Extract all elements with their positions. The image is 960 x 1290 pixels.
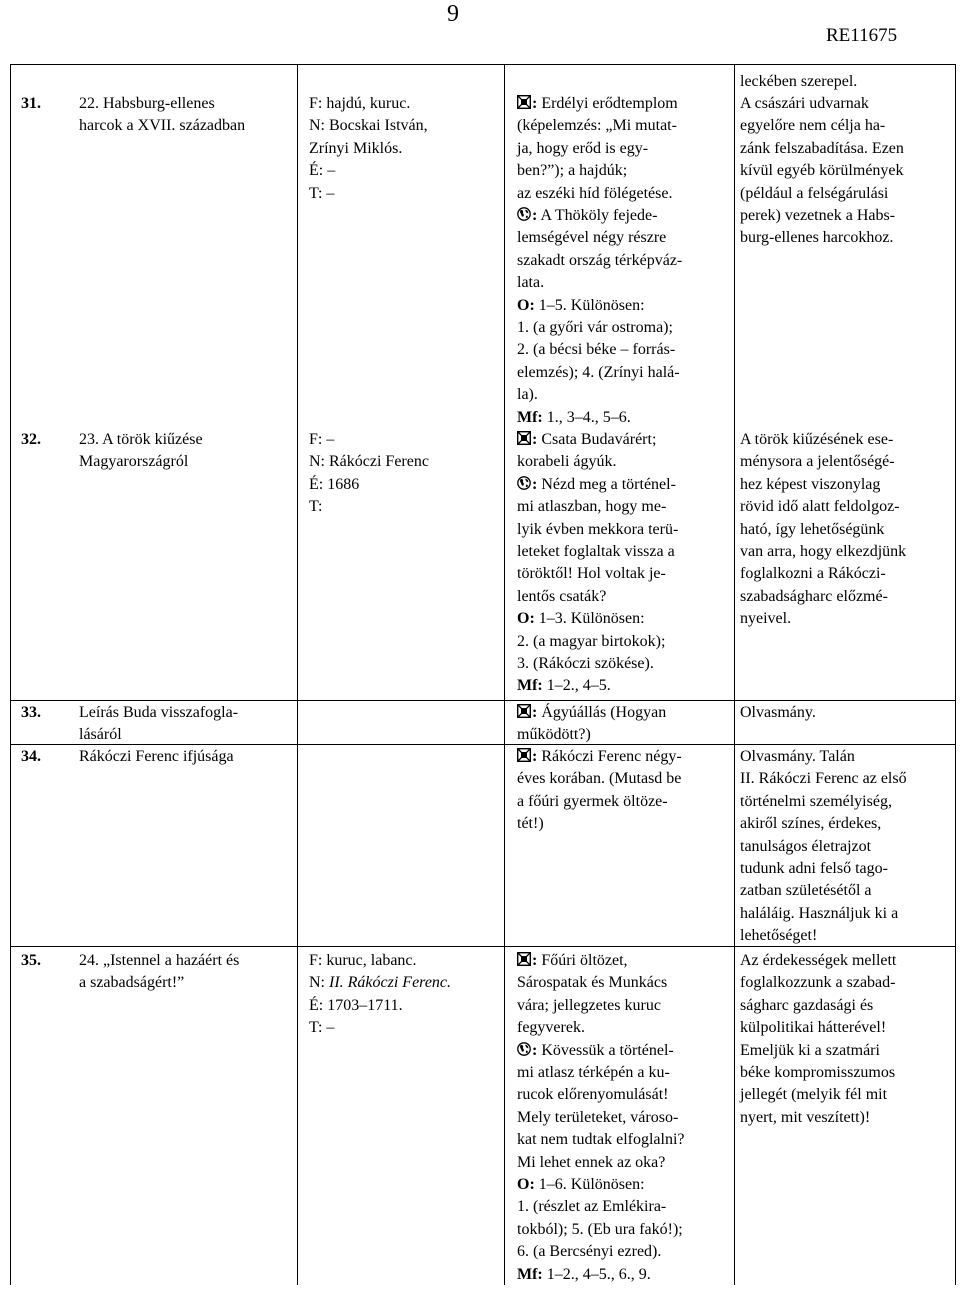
note-line: Olvasmány. Talán: [740, 748, 855, 765]
activity-line: [517, 1264, 685, 1286]
note-line: zánk felszabadítása. Ezen: [740, 139, 904, 157]
row-34-number: 34.: [21, 748, 41, 765]
concept-value: 1703–1711.: [323, 996, 403, 1014]
activity-line: [517, 608, 678, 630]
row-34-notes: [740, 746, 907, 948]
note-line: A császári udvarnak: [740, 95, 869, 112]
column-divider-2: [504, 64, 505, 1285]
activity-text: mi atlasz térképén a ku-: [517, 1064, 670, 1082]
activity-text: éves korában. (Mutasd be: [517, 770, 682, 788]
activity-text: Erdélyi erődtemplom: [537, 95, 678, 112]
note-line: tudunk adni felső tago-: [740, 860, 888, 878]
topic-line: 24. „Istennel a hazáért és: [79, 952, 240, 969]
activity-text: 6. (a Bercsényi ezred).: [517, 1243, 662, 1261]
activity-key: O:: [517, 296, 535, 314]
concept-line: [309, 183, 428, 205]
row-32-notes: [740, 429, 906, 631]
activity-text: elemzés); 4. (Zrínyi halá-: [517, 363, 680, 381]
topic-line: 22. Habsburg-ellenes: [79, 95, 215, 112]
note-line: haláláig. Használjuk ki a: [740, 904, 899, 922]
activity-line: [517, 339, 682, 361]
note-line: ható, így lehetőségünk: [740, 520, 885, 538]
activity-line: [517, 519, 678, 541]
concept-value: Zrínyi Miklós.: [309, 139, 403, 157]
note-line: béke kompromisszumos: [740, 1064, 896, 1082]
activity-line: [517, 295, 682, 317]
activity-key: :: [532, 748, 538, 765]
row-35-notes: [740, 950, 896, 1129]
column5-continuation: leckében szerepel.: [740, 73, 858, 90]
activity-key: :: [532, 704, 538, 721]
row-34-activities: [517, 746, 682, 836]
activity-text: lentős csaták?: [517, 587, 607, 605]
row-35-topic: [79, 950, 239, 995]
note-line: foglalkozni a Rákóczi-: [740, 565, 886, 583]
concept-key: É:: [309, 996, 324, 1014]
activity-key: Mf:: [517, 677, 543, 695]
concept-key: F:: [309, 95, 323, 112]
concept-line: [309, 950, 451, 972]
activity-text: leteket foglaltak vissza a: [517, 543, 675, 561]
activity-line: [517, 93, 682, 115]
concept-value: Rákóczi Ferenc: [325, 453, 429, 471]
row-31-notes: [740, 93, 904, 250]
note-line: II. Rákóczi Ferenc az első: [740, 770, 907, 788]
note-line: zatban születésétől a: [740, 882, 872, 900]
image-icon: [517, 704, 531, 718]
activity-line: [517, 429, 678, 451]
table-left-border: [10, 64, 11, 1285]
note-line: jellegét (melyik fél mit: [740, 1086, 888, 1104]
note-line: történelmi személyiség,: [740, 792, 892, 810]
activity-text: 2. (a magyar birtokok);: [517, 632, 666, 650]
activity-text: 1., 3–4., 5–6.: [542, 408, 631, 426]
concept-value: II. Rákóczi Ferenc.: [325, 974, 452, 992]
concept-key: T:: [309, 498, 323, 516]
activity-key: :: [532, 431, 538, 448]
activity-line: [517, 1152, 685, 1174]
activity-line: [517, 407, 682, 429]
activity-text: 1–5. Különösen:: [534, 296, 645, 314]
table-right-border: [955, 64, 956, 1285]
topic-line: a szabadságért!”: [79, 974, 185, 992]
activity-line: [517, 1174, 685, 1196]
activity-text: vára; jellegzetes kuruc: [517, 996, 661, 1014]
globe-icon: [517, 207, 531, 221]
activity-line: [517, 675, 678, 697]
concept-value: –: [322, 431, 335, 448]
activity-line: [517, 250, 682, 272]
activity-line: [517, 115, 682, 137]
note-line: hez képest viszonylag: [740, 475, 881, 493]
activity-line: [517, 972, 685, 994]
activity-key: O:: [517, 610, 535, 628]
note-line: Olvasmány.: [740, 704, 816, 721]
note-line: szabadságharc előzmé-: [740, 587, 888, 605]
activity-line: [517, 1040, 685, 1062]
activity-text: 1–6. Különösen:: [534, 1176, 645, 1194]
concept-line: [309, 160, 428, 182]
concept-value: Bocskai István,: [325, 117, 428, 135]
activity-line: [517, 995, 685, 1017]
activity-line: [517, 813, 682, 835]
row-31-number: 31.: [21, 95, 41, 112]
activity-text: 1–2., 4–5., 6., 9.: [542, 1265, 651, 1283]
note-line: burg-ellenes harcokhoz.: [740, 229, 894, 247]
activity-key: :: [532, 207, 538, 225]
activity-line: [517, 317, 682, 339]
note-line: Az érdekességek mellett: [740, 952, 897, 969]
concept-value: –: [322, 184, 335, 202]
note-line: perek) vezetnek a Habs-: [740, 207, 896, 225]
activity-text: kat nem tudtak elfoglalni?: [517, 1131, 685, 1149]
note-line: ságharc gazdasági és: [740, 996, 874, 1014]
row-33-top-border: [10, 700, 955, 701]
activity-text: Kövessük a történel-: [537, 1041, 674, 1059]
note-line: külpolitikai hátterével!: [740, 1019, 887, 1037]
concept-value: –: [323, 162, 336, 180]
activity-text: Főúri öltözet,: [537, 952, 628, 969]
concept-line: [309, 474, 429, 496]
document-id: RE11675: [826, 25, 898, 46]
concept-line: [309, 138, 428, 160]
activity-line: [517, 227, 682, 249]
activity-line: [517, 384, 682, 406]
note-line: akiről színes, érdekes,: [740, 815, 882, 833]
activity-text: szakadt ország térképváz-: [517, 251, 683, 269]
row-31-activities: [517, 93, 682, 429]
topic-line: Leírás Buda visszafogla-: [79, 704, 239, 721]
concept-key: N:: [309, 974, 325, 992]
concept-line: [309, 93, 428, 115]
activity-text: 2. (a bécsi béke – forrás-: [517, 341, 676, 359]
row-31-concepts: [309, 93, 428, 205]
row-32-activities: [517, 429, 678, 698]
image-icon: [517, 952, 531, 966]
concept-line: [309, 496, 429, 518]
concept-line: [309, 115, 428, 137]
activity-text: az eszéki híd fölégetése.: [517, 184, 673, 202]
activity-text: Csata Budavárért;: [537, 431, 657, 448]
activity-text: ja, hogy erőd is egy-: [517, 139, 649, 157]
activity-key: :: [532, 1041, 538, 1059]
activity-line: [517, 451, 678, 473]
concept-key: F:: [309, 431, 323, 448]
activity-text: la).: [517, 386, 538, 404]
row-32-number: 32.: [21, 431, 41, 448]
note-line: rövid idő alatt feldolgoz-: [740, 498, 900, 516]
concept-line: [309, 429, 429, 451]
concept-key: N:: [309, 453, 325, 471]
row-33-notes: [740, 702, 816, 724]
activity-text: Sárospatak és Munkács: [517, 974, 668, 992]
activity-key: :: [532, 95, 538, 112]
activity-line: [517, 138, 682, 160]
activity-line: [517, 563, 678, 585]
activity-line: [517, 183, 682, 205]
activity-line: [517, 362, 682, 384]
globe-icon: [517, 1042, 531, 1056]
activity-line: [517, 768, 682, 790]
concept-key: T:: [309, 1019, 323, 1037]
activity-text: a főúri gyermek öltöze-: [517, 792, 668, 810]
note-line: A török kiűzésének ese-: [740, 431, 894, 448]
note-line: egyelőre nem célja ha-: [740, 117, 886, 135]
concept-key: F:: [309, 952, 323, 969]
concept-value: kuruc, labanc.: [322, 952, 417, 969]
activity-line: [517, 160, 682, 182]
activity-text: 1. (a győri vár ostroma);: [517, 319, 673, 337]
concept-key: É:: [309, 162, 324, 180]
activity-line: [517, 586, 678, 608]
activity-line: [517, 205, 682, 227]
note-line: tanulságos életrajzot: [740, 837, 872, 855]
note-line: nyert, mit veszített)!: [740, 1108, 871, 1126]
row-33-topic: [79, 702, 238, 747]
activity-line: [517, 1084, 685, 1106]
activity-text: működött?): [517, 726, 591, 744]
topic-line: 23. A török kiűzése: [79, 431, 203, 448]
activity-text: Ágyúállás (Hogyan: [537, 704, 667, 721]
row-32-concepts: [309, 429, 429, 519]
activity-text: mi atlaszban, hogy me-: [517, 498, 667, 516]
activity-key: Mf:: [517, 1265, 543, 1283]
image-icon: [517, 95, 531, 109]
activity-text: rucok előrenyomulását!: [517, 1086, 669, 1104]
note-line: (például a felségárulási: [740, 184, 889, 202]
column-divider-3: [734, 64, 735, 1285]
activity-text: Rákóczi Ferenc négy-: [537, 748, 682, 765]
activity-text: A Thököly fejede-: [537, 207, 658, 225]
activity-line: [517, 474, 678, 496]
row-34-topic: [79, 746, 234, 768]
note-line: Emeljük ki a szatmári: [740, 1041, 880, 1059]
concept-value: hajdú, kuruc.: [322, 95, 411, 112]
row-33-activities: [517, 702, 666, 747]
activity-line: [517, 702, 666, 724]
activity-text: töröktől! Hol voltak je-: [517, 565, 666, 583]
activity-text: tokból); 5. (Eb ura fakó!);: [517, 1220, 683, 1238]
concept-line: [309, 1017, 451, 1039]
note-line: ménysora a jelentőségé-: [740, 453, 895, 471]
activity-line: [517, 631, 678, 653]
activity-line: [517, 1017, 685, 1039]
activity-text: 3. (Rákóczi szökése).: [517, 655, 654, 673]
activity-key: O:: [517, 1176, 535, 1194]
activity-line: [517, 1129, 685, 1151]
note-line: lehetőséget!: [740, 927, 818, 945]
activity-text: 1–2., 4–5.: [542, 677, 611, 695]
row-35-concepts: [309, 950, 451, 1040]
note-line: foglalkozzunk a szabad-: [740, 974, 896, 992]
concept-key: T:: [309, 184, 323, 202]
activity-text: ben?”); a hajdúk;: [517, 162, 628, 180]
activity-line: [517, 1196, 685, 1218]
concept-line: [309, 995, 451, 1017]
row-32-topic: [79, 429, 203, 474]
activity-line: [517, 272, 682, 294]
concept-key: É:: [309, 475, 324, 493]
activity-text: Mely területeket, városo-: [517, 1108, 679, 1126]
activity-line: [517, 1219, 685, 1241]
page-number: 9: [447, 1, 459, 27]
activity-line: [517, 653, 678, 675]
activity-text: lyik évben mekkora terü-: [517, 520, 679, 538]
activity-text: 1–3. Különösen:: [534, 610, 645, 628]
activity-line: [517, 950, 685, 972]
activity-text: fegyverek.: [517, 1019, 585, 1037]
concept-line: [309, 972, 451, 994]
image-icon: [517, 431, 531, 445]
row-33-number: 33.: [21, 704, 41, 721]
note-line: van arra, hogy elkezdjünk: [740, 543, 907, 561]
image-icon: [517, 748, 531, 762]
concept-value: 1686: [323, 475, 360, 493]
activity-text: 1. (részlet az Emlékira-: [517, 1198, 667, 1216]
concept-value: –: [322, 1019, 335, 1037]
row-35-number: 35.: [21, 952, 41, 969]
row-35-activities: [517, 950, 685, 1286]
note-line: nyeivel.: [740, 610, 792, 628]
activity-key: :: [532, 475, 538, 493]
activity-text: Mi lehet ennek az oka?: [517, 1153, 666, 1171]
globe-icon: [517, 476, 531, 490]
activity-text: korabeli ágyúk.: [517, 453, 617, 471]
activity-line: [517, 1241, 685, 1263]
activity-line: [517, 1107, 685, 1129]
activity-key: :: [532, 952, 538, 969]
topic-line: harcok a XVII. században: [79, 117, 246, 135]
concept-key: N:: [309, 117, 325, 135]
activity-text: lemségével négy részre: [517, 229, 667, 247]
topic-line: Rákóczi Ferenc ifjúsága: [79, 748, 234, 765]
topic-line: lásáról: [79, 726, 122, 744]
topic-line: Magyarországról: [79, 453, 189, 471]
activity-line: [517, 541, 678, 563]
activity-line: [517, 1062, 685, 1084]
column-divider-1: [297, 64, 298, 1285]
activity-key: Mf:: [517, 408, 543, 426]
activity-line: [517, 496, 678, 518]
concept-line: [309, 451, 429, 473]
row-31-topic: [79, 93, 245, 138]
row-35-top-border: [10, 946, 955, 947]
activity-text: (képelemzés: „Mi mutat-: [517, 117, 677, 135]
activity-text: lata.: [517, 274, 545, 292]
activity-text: tét!): [517, 815, 544, 833]
activity-line: [517, 746, 682, 768]
table-top-border: [10, 64, 955, 65]
activity-line: [517, 791, 682, 813]
row-34-top-border: [10, 744, 955, 745]
activity-text: Nézd meg a történel-: [537, 475, 676, 493]
note-line: kívül egyéb körülmények: [740, 162, 904, 180]
